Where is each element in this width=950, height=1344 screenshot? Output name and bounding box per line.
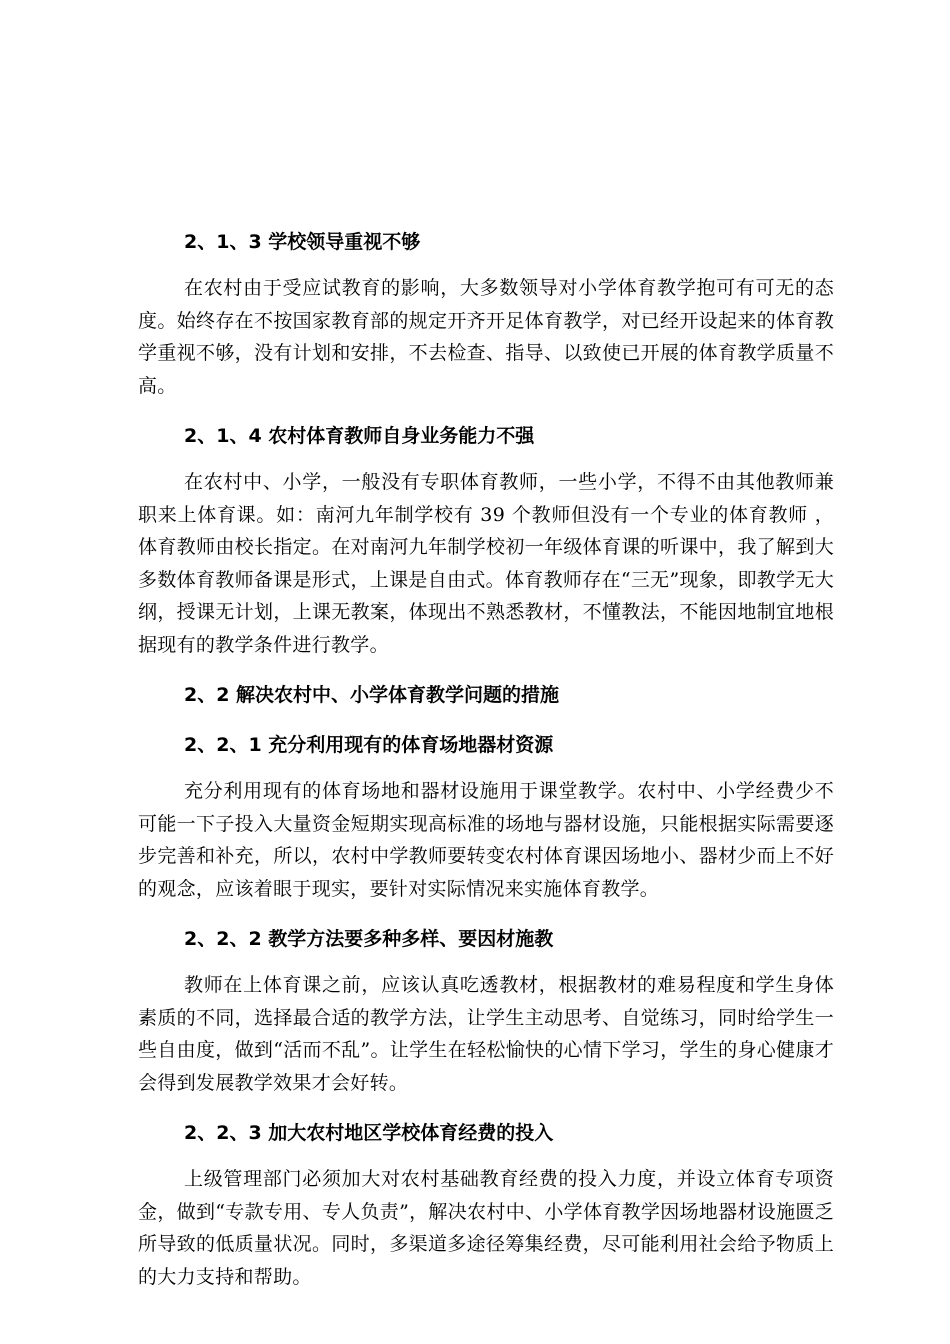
section-body-2-1-3: 在农村由于受应试教育的影响，大多数领导对小学体育教学抱可有可无的态度。始终存在不按国家教育部的规定开齐开足体育教学，对已经开设起来的体育教学重视不够，没有计划和安排，不去检查、指导、以致使已开展的体育教学质量不高。: [138, 277, 834, 397]
section-heading-2-2-3: 2、2、3 加大农村地区学校体育经费的投入: [184, 1122, 554, 1144]
section-body-2-1-4: 在农村中、小学，一般没有专职体育教师，一些小学，不得不由其他教师兼职来上体育课。如：南河九年制学校有 39 个教师但没有一个专业的体育教师 ，体育教师由校长指定。在对南河九年制学校初一年级体育课的听课中，我了解到大多数体育教师备课是形式，上课是自由式。体育教师存在“三无”现象，即教学无大纲，授课无计划，上课无教案，体现出不熟悉教材，不懂教法，不能因地制宜地根据现有的教学条件进行教学。: [138, 471, 834, 656]
section-heading-2-2-1: 2、2、1 充分利用现有的体育场地器材资源: [184, 734, 554, 756]
section-heading-2-2-2: 2、2、2 教学方法要多种多样、要因材施教: [184, 928, 554, 950]
document-page: [138, 226, 834, 1293]
section-body-2-2-3: 上级管理部门必须加大对农村基础教育经费的投入力度，并设立体育专项资金，做到“专款专用、专人负责”，解决农村中、小学体育教学因场地器材设施匮乏所导致的低质量状况。同时，多渠道多途径筹集经费，尽可能利用社会给予物质上的大力支持和帮助。: [138, 1168, 834, 1288]
section-heading-2-1-4: 2、1、4 农村体育教师自身业务能力不强: [184, 425, 535, 447]
section-body-2-2-1: 充分利用现有的体育场地和器材设施用于课堂教学。农村中、小学经费少不可能一下子投入大量资金短期实现高标准的场地与器材设施，只能根据实际需要逐步完善和补充，所以，农村中学教师要转变农村体育课因场地小、器材少而上不好的观念，应该着眼于现实，要针对实际情况来实施体育教学。: [138, 780, 834, 900]
section-heading-2-2: 2、2 解决农村中、小学体育教学问题的措施: [184, 684, 560, 706]
section-body-2-2-2: 教师在上体育课之前，应该认真吃透教材，根据教材的难易程度和学生身体素质的不同，选择最合适的教学方法，让学生主动思考、自觉练习，同时给学生一些自由度，做到“活而不乱”。让学生在轻松愉快的心情下学习，学生的身心健康才会得到发展教学效果才会好转。: [138, 974, 834, 1094]
section-heading-2-1-3: 2、1、3 学校领导重视不够: [184, 231, 421, 253]
